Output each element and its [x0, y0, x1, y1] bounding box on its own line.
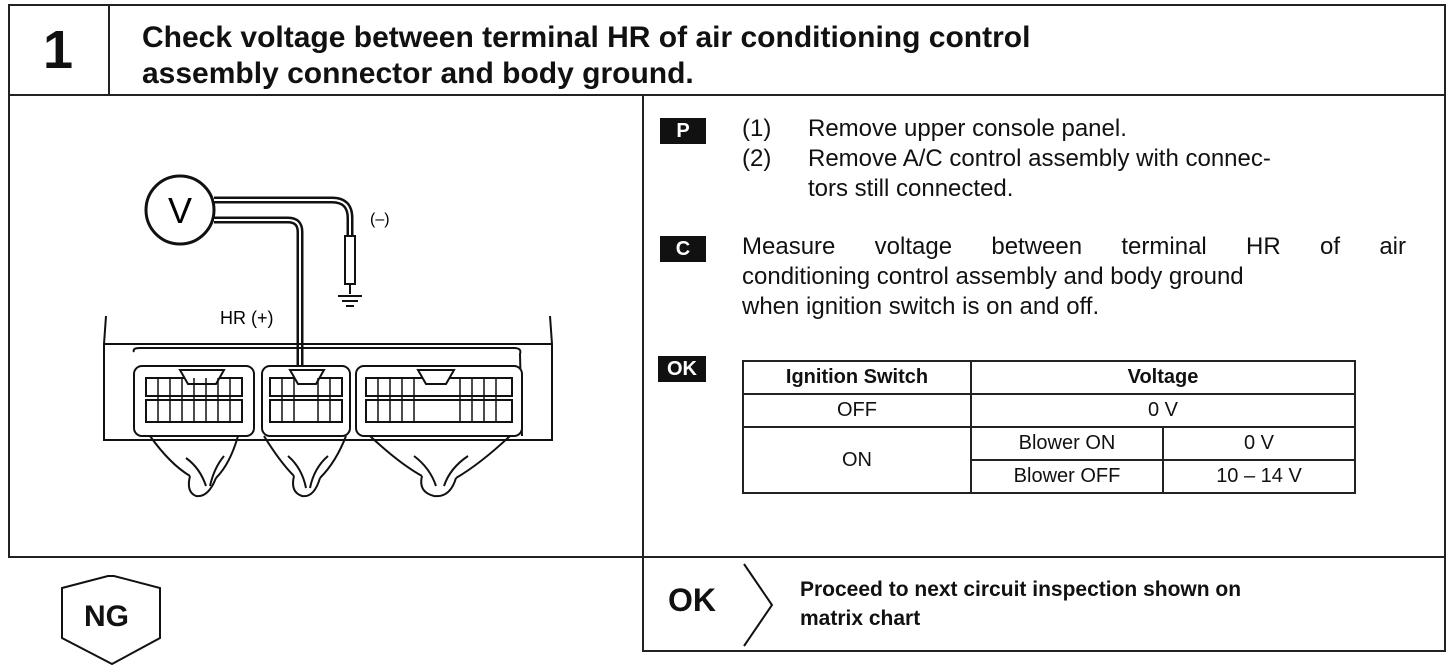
wire-harness: [150, 436, 510, 496]
row-blower-on-voltage: 0 V: [1163, 427, 1355, 460]
step-title-line1: Check voltage between terminal HR of air conditioning control: [142, 21, 1031, 54]
panel-divider: [642, 556, 1446, 558]
positive-label: HR (+): [220, 308, 274, 328]
check-text: [742, 232, 1406, 322]
prep-item-2-num: (2): [742, 145, 772, 172]
check-line2: conditioning control assembly and body ground: [742, 263, 1244, 290]
prep-item-2-text-line2: tors still connected.: [808, 175, 1014, 202]
ok-message-line1: Proceed to next circuit inspection shown on: [800, 578, 1242, 601]
ground-symbol-icon: [338, 296, 362, 306]
ng-result-label: NG: [84, 600, 129, 633]
step-number: 1: [8, 4, 110, 96]
row-blower-off-label: Blower OFF: [971, 460, 1163, 493]
ok-result-message: [800, 575, 1420, 633]
connector-right: [356, 366, 522, 436]
check-line3: when ignition switch is on and off.: [742, 293, 1100, 320]
ok-message-line2: matrix chart: [800, 607, 921, 630]
negative-label: (–): [370, 211, 390, 228]
row-blower-off-voltage: 10 – 14 V: [1163, 460, 1355, 493]
voltmeter-label: V: [167, 190, 193, 231]
prep-item-1-num: (1): [742, 115, 772, 142]
voltmeter-connector-diagram: [10, 96, 642, 556]
step-title-line2: assembly connector and body ground.: [142, 57, 694, 90]
ok-spec-badge: OK: [658, 356, 706, 382]
prep-item-1-text: Remove upper console panel.: [808, 115, 1127, 142]
row-off-voltage: 0 V: [971, 394, 1355, 427]
check-line1: Measure voltage between terminal HR of air: [742, 233, 1406, 260]
ground-probe: [345, 236, 355, 284]
row-on-label: ON: [743, 427, 971, 493]
voltage-table: [742, 360, 1356, 494]
prep-item-2-text-line1: Remove A/C control assembly with connec-: [808, 145, 1271, 172]
ok-arrow-icon: [740, 560, 780, 650]
connector-middle: [262, 366, 350, 436]
check-badge: C: [660, 236, 706, 262]
row-off-label: OFF: [743, 394, 971, 427]
header-ignition-switch: Ignition Switch: [743, 361, 971, 394]
header-voltage: Voltage: [971, 361, 1355, 394]
ok-result-label: OK: [668, 582, 716, 618]
step-title: [142, 20, 1392, 92]
prep-badge: P: [660, 118, 706, 144]
row-blower-on-label: Blower ON: [971, 427, 1163, 460]
